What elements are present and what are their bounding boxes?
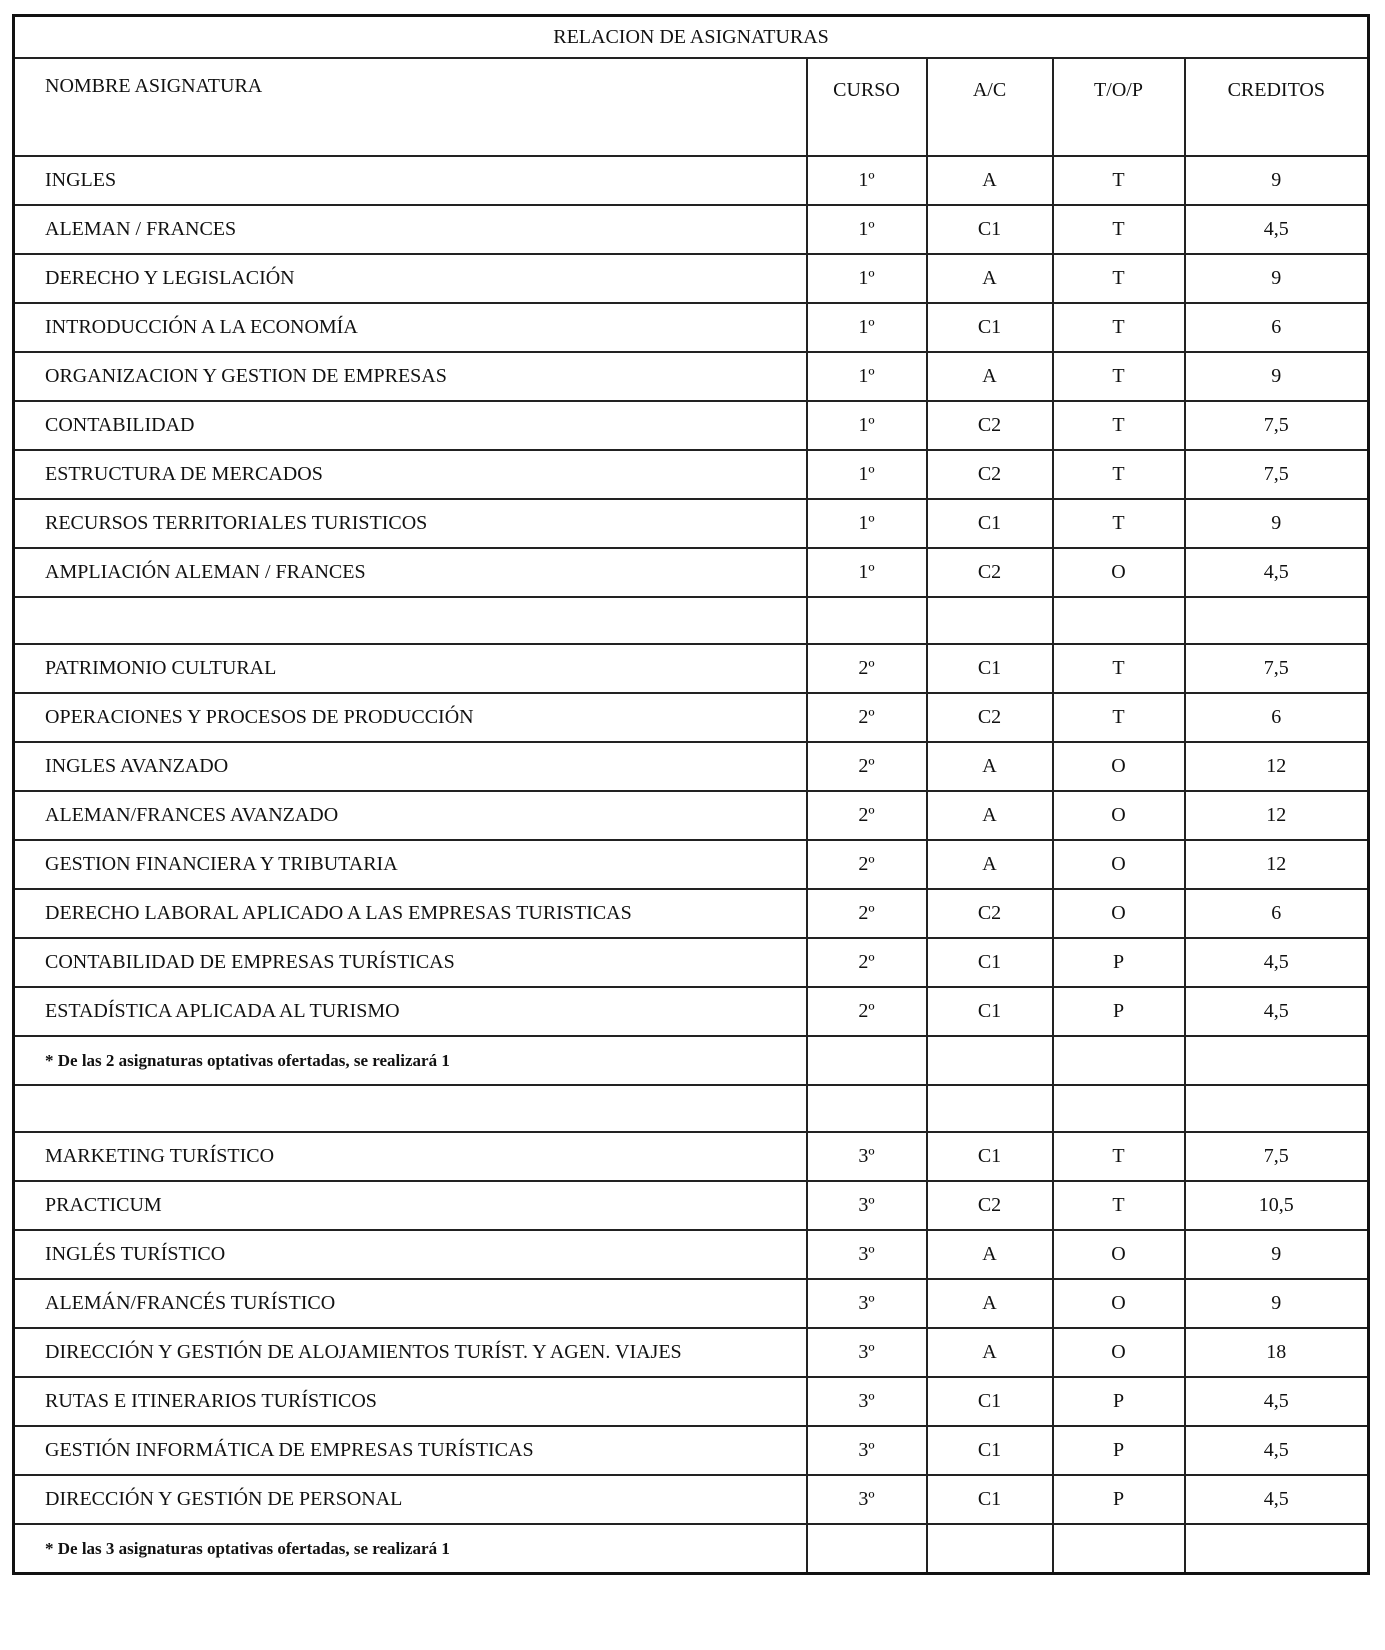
subject-top: O	[1053, 1328, 1185, 1377]
spacer-row	[14, 597, 1369, 644]
subject-creditos: 4,5	[1185, 987, 1369, 1036]
subject-creditos: 4,5	[1185, 1426, 1369, 1475]
empty-cell	[14, 1085, 807, 1132]
subject-creditos: 4,5	[1185, 548, 1369, 597]
subject-name: AMPLIACIÓN ALEMAN / FRANCES	[14, 548, 807, 597]
subject-top: T	[1053, 401, 1185, 450]
header-top: T/O/P	[1053, 58, 1185, 156]
subject-ac: A	[927, 352, 1053, 401]
subject-creditos: 9	[1185, 352, 1369, 401]
empty-cell	[927, 1036, 1053, 1085]
subject-name: GESTION FINANCIERA Y TRIBUTARIA	[14, 840, 807, 889]
subject-name: ALEMAN/FRANCES AVANZADO	[14, 791, 807, 840]
empty-cell	[1053, 1524, 1185, 1574]
empty-cell	[1053, 1036, 1185, 1085]
empty-cell	[1185, 1036, 1369, 1085]
subject-row	[14, 401, 1369, 450]
optional-note: * De las 3 asignaturas optativas ofertadas, se realizará 1	[14, 1524, 807, 1574]
subject-creditos: 7,5	[1185, 644, 1369, 693]
subject-row	[14, 742, 1369, 791]
subject-row	[14, 938, 1369, 987]
subject-row	[14, 1132, 1369, 1181]
subject-name: INGLES AVANZADO	[14, 742, 807, 791]
subject-top: T	[1053, 1181, 1185, 1230]
subject-creditos: 9	[1185, 1279, 1369, 1328]
subject-ac: C1	[927, 1132, 1053, 1181]
subject-row	[14, 548, 1369, 597]
subject-creditos: 7,5	[1185, 401, 1369, 450]
subject-creditos: 7,5	[1185, 450, 1369, 499]
subject-curso: 2º	[807, 693, 927, 742]
subject-top: T	[1053, 499, 1185, 548]
subject-ac: C1	[927, 1475, 1053, 1524]
subject-name: CONTABILIDAD DE EMPRESAS TURÍSTICAS	[14, 938, 807, 987]
table-title: RELACION DE ASIGNATURAS	[14, 16, 1369, 59]
empty-cell	[807, 1085, 927, 1132]
subject-curso: 3º	[807, 1181, 927, 1230]
note-row	[14, 1524, 1369, 1574]
subject-ac: C1	[927, 303, 1053, 352]
subject-row	[14, 1328, 1369, 1377]
title-row	[14, 16, 1369, 59]
subject-top: T	[1053, 254, 1185, 303]
subject-curso: 2º	[807, 791, 927, 840]
subject-ac: A	[927, 742, 1053, 791]
subject-curso: 3º	[807, 1132, 927, 1181]
subject-top: O	[1053, 840, 1185, 889]
subject-name: INTRODUCCIÓN A LA ECONOMÍA	[14, 303, 807, 352]
subject-name: DIRECCIÓN Y GESTIÓN DE ALOJAMIENTOS TURÍST. Y AGEN. VIAJES	[14, 1328, 807, 1377]
subject-row	[14, 205, 1369, 254]
subject-creditos: 4,5	[1185, 1475, 1369, 1524]
subject-top: T	[1053, 205, 1185, 254]
subject-row	[14, 791, 1369, 840]
subject-ac: A	[927, 840, 1053, 889]
subject-top: T	[1053, 303, 1185, 352]
subject-creditos: 4,5	[1185, 205, 1369, 254]
subject-curso: 3º	[807, 1377, 927, 1426]
header-creditos: CREDITOS	[1185, 58, 1369, 156]
subject-top: T	[1053, 1132, 1185, 1181]
subject-name: INGLES	[14, 156, 807, 205]
subject-row	[14, 352, 1369, 401]
subject-ac: C1	[927, 499, 1053, 548]
spacer-row	[14, 1085, 1369, 1132]
subject-creditos: 18	[1185, 1328, 1369, 1377]
subject-name: RECURSOS TERRITORIALES TURISTICOS	[14, 499, 807, 548]
subject-name: INGLÉS TURÍSTICO	[14, 1230, 807, 1279]
subject-row	[14, 1279, 1369, 1328]
subject-curso: 3º	[807, 1475, 927, 1524]
subject-ac: A	[927, 1328, 1053, 1377]
subject-name: PRACTICUM	[14, 1181, 807, 1230]
subject-row	[14, 1475, 1369, 1524]
subject-top: T	[1053, 644, 1185, 693]
subject-row	[14, 254, 1369, 303]
subject-curso: 1º	[807, 401, 927, 450]
subject-top: O	[1053, 791, 1185, 840]
subject-row	[14, 987, 1369, 1036]
optional-note: * De las 2 asignaturas optativas ofertadas, se realizará 1	[14, 1036, 807, 1085]
subject-creditos: 4,5	[1185, 1377, 1369, 1426]
subject-curso: 1º	[807, 548, 927, 597]
subject-ac: C1	[927, 205, 1053, 254]
subject-ac: C1	[927, 987, 1053, 1036]
empty-cell	[807, 1036, 927, 1085]
subject-row	[14, 303, 1369, 352]
subject-name: ESTRUCTURA DE MERCADOS	[14, 450, 807, 499]
subject-top: T	[1053, 352, 1185, 401]
subject-creditos: 12	[1185, 840, 1369, 889]
subject-top: T	[1053, 156, 1185, 205]
subject-top: P	[1053, 938, 1185, 987]
subject-row	[14, 1377, 1369, 1426]
subject-ac: A	[927, 791, 1053, 840]
subject-row	[14, 450, 1369, 499]
subject-curso: 2º	[807, 889, 927, 938]
subject-creditos: 9	[1185, 254, 1369, 303]
subject-name: PATRIMONIO CULTURAL	[14, 644, 807, 693]
subject-row	[14, 1181, 1369, 1230]
subject-curso: 2º	[807, 840, 927, 889]
note-row	[14, 1036, 1369, 1085]
subject-curso: 3º	[807, 1328, 927, 1377]
subject-top: O	[1053, 1279, 1185, 1328]
subject-row	[14, 889, 1369, 938]
header-nombre: NOMBRE ASIGNATURA	[14, 58, 807, 156]
subject-row	[14, 1426, 1369, 1475]
subject-creditos: 12	[1185, 791, 1369, 840]
subject-curso: 1º	[807, 156, 927, 205]
subject-ac: C2	[927, 401, 1053, 450]
header-row	[14, 58, 1369, 156]
subject-ac: A	[927, 1230, 1053, 1279]
empty-cell	[1053, 597, 1185, 644]
subject-creditos: 7,5	[1185, 1132, 1369, 1181]
subject-creditos: 9	[1185, 499, 1369, 548]
subject-row	[14, 693, 1369, 742]
subject-top: P	[1053, 1377, 1185, 1426]
subject-curso: 2º	[807, 644, 927, 693]
empty-cell	[1053, 1085, 1185, 1132]
subjects-table	[12, 14, 1370, 1575]
subject-name: ALEMÁN/FRANCÉS TURÍSTICO	[14, 1279, 807, 1328]
subject-ac: C1	[927, 1426, 1053, 1475]
subject-top: O	[1053, 1230, 1185, 1279]
subject-curso: 3º	[807, 1279, 927, 1328]
subject-ac: A	[927, 254, 1053, 303]
subject-top: O	[1053, 889, 1185, 938]
subject-curso: 1º	[807, 303, 927, 352]
subject-name: DIRECCIÓN Y GESTIÓN DE PERSONAL	[14, 1475, 807, 1524]
subject-name: ORGANIZACION Y GESTION DE EMPRESAS	[14, 352, 807, 401]
subject-curso: 2º	[807, 742, 927, 791]
subject-row	[14, 156, 1369, 205]
subject-ac: C1	[927, 1377, 1053, 1426]
empty-cell	[1185, 1524, 1369, 1574]
subject-row	[14, 644, 1369, 693]
subject-ac: C2	[927, 450, 1053, 499]
subject-name: OPERACIONES Y PROCESOS DE PRODUCCIÓN	[14, 693, 807, 742]
subject-creditos: 4,5	[1185, 938, 1369, 987]
subject-creditos: 6	[1185, 693, 1369, 742]
subject-top: T	[1053, 693, 1185, 742]
subject-row	[14, 840, 1369, 889]
subject-ac: C1	[927, 644, 1053, 693]
subject-curso: 3º	[807, 1426, 927, 1475]
subject-ac: C2	[927, 1181, 1053, 1230]
subject-creditos: 6	[1185, 889, 1369, 938]
subject-creditos: 12	[1185, 742, 1369, 791]
subject-curso: 2º	[807, 987, 927, 1036]
subject-ac: C1	[927, 938, 1053, 987]
subject-name: RUTAS E ITINERARIOS TURÍSTICOS	[14, 1377, 807, 1426]
subject-top: P	[1053, 987, 1185, 1036]
subject-name: ALEMAN / FRANCES	[14, 205, 807, 254]
header-curso: CURSO	[807, 58, 927, 156]
subject-ac: C2	[927, 548, 1053, 597]
subject-row	[14, 1230, 1369, 1279]
subject-curso: 1º	[807, 352, 927, 401]
subject-creditos: 9	[1185, 156, 1369, 205]
subject-name: MARKETING TURÍSTICO	[14, 1132, 807, 1181]
empty-cell	[807, 597, 927, 644]
subject-name: DERECHO LABORAL APLICADO A LAS EMPRESAS TURISTICAS	[14, 889, 807, 938]
subject-top: P	[1053, 1475, 1185, 1524]
subject-name: DERECHO Y LEGISLACIÓN	[14, 254, 807, 303]
subject-ac: A	[927, 156, 1053, 205]
subject-top: P	[1053, 1426, 1185, 1475]
empty-cell	[1185, 1085, 1369, 1132]
empty-cell	[927, 597, 1053, 644]
subject-curso: 2º	[807, 938, 927, 987]
subject-name: GESTIÓN INFORMÁTICA DE EMPRESAS TURÍSTICAS	[14, 1426, 807, 1475]
table-body	[14, 16, 1369, 1574]
subject-curso: 3º	[807, 1230, 927, 1279]
subject-curso: 1º	[807, 254, 927, 303]
empty-cell	[14, 597, 807, 644]
subject-ac: C2	[927, 889, 1053, 938]
empty-cell	[807, 1524, 927, 1574]
subject-row	[14, 499, 1369, 548]
subject-creditos: 6	[1185, 303, 1369, 352]
empty-cell	[1185, 597, 1369, 644]
subject-top: O	[1053, 548, 1185, 597]
subject-name: CONTABILIDAD	[14, 401, 807, 450]
header-ac: A/C	[927, 58, 1053, 156]
subject-top: O	[1053, 742, 1185, 791]
subject-ac: A	[927, 1279, 1053, 1328]
empty-cell	[927, 1524, 1053, 1574]
subject-top: T	[1053, 450, 1185, 499]
subject-ac: C2	[927, 693, 1053, 742]
empty-cell	[927, 1085, 1053, 1132]
subject-curso: 1º	[807, 205, 927, 254]
subject-name: ESTADÍSTICA APLICADA AL TURISMO	[14, 987, 807, 1036]
subject-curso: 1º	[807, 450, 927, 499]
subject-creditos: 9	[1185, 1230, 1369, 1279]
subject-curso: 1º	[807, 499, 927, 548]
subject-creditos: 10,5	[1185, 1181, 1369, 1230]
